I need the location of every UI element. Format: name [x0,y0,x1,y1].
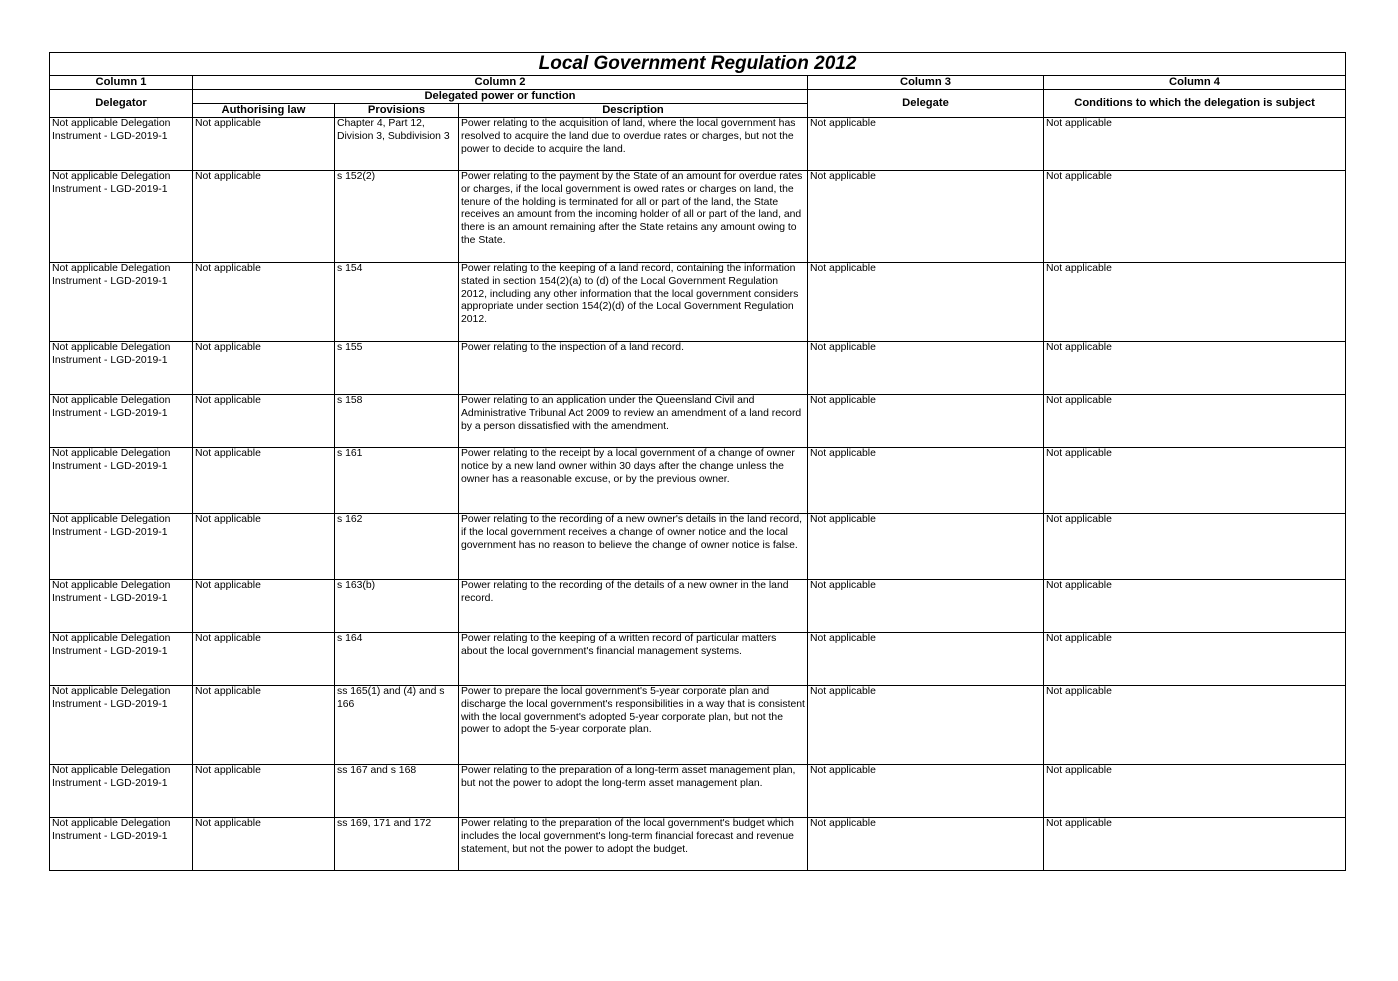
delegate-cell: Not applicable [808,633,1044,686]
delegate-cell: Not applicable [808,765,1044,818]
column-4-header: Column 4 [1044,76,1346,90]
table-row [50,118,1346,171]
delegator-cell: Not applicable Delegation Instrument - LGD-2019-1 [50,263,193,342]
table-row [50,171,1346,263]
delegator-cell: Not applicable Delegation Instrument - LGD-2019-1 [50,118,193,171]
column-3-header: Column 3 [808,76,1044,90]
conditions-cell: Not applicable [1044,342,1346,395]
authorising-law-header: Authorising law [193,104,335,118]
conditions-cell: Not applicable [1044,171,1346,263]
delegate-header: Delegate [808,90,1044,118]
description-cell: Power relating to the preparation of a long-term asset management plan, but not the power to adopt the long-term asset management plan. [459,765,808,818]
conditions-cell: Not applicable [1044,580,1346,633]
authorising-law-cell: Not applicable [193,118,335,171]
provisions-cell: Chapter 4, Part 12, Division 3, Subdivision 3 [335,118,459,171]
delegator-header: Delegator [50,90,193,118]
delegator-cell: Not applicable Delegation Instrument - LGD-2019-1 [50,686,193,765]
delegator-cell: Not applicable Delegation Instrument - LGD-2019-1 [50,633,193,686]
description-cell: Power relating to the keeping of a written record of particular matters about the local government's financial management systems. [459,633,808,686]
description-cell: Power relating to an application under the Queensland Civil and Administrative Tribunal Act 2009 to review an amendment of a land record by a person dissatisfied with the amendment. [459,395,808,448]
description-cell: Power relating to the receipt by a local government of a change of owner notice by a new land owner within 30 days after the change unless the owner has a reasonable excuse, or by the previous owner. [459,448,808,514]
delegation-table [49,52,1346,871]
page-title: Local Government Regulation 2012 [50,53,1346,76]
table-row [50,633,1346,686]
table-row [50,395,1346,448]
provisions-cell: ss 167 and s 168 [335,765,459,818]
provisions-cell: s 164 [335,633,459,686]
delegate-cell: Not applicable [808,686,1044,765]
provisions-cell: s 155 [335,342,459,395]
provisions-cell: ss 169, 171 and 172 [335,818,459,871]
column-1-header: Column 1 [50,76,193,90]
conditions-header: Conditions to which the delegation is subject [1044,90,1346,118]
delegate-cell: Not applicable [808,342,1044,395]
delegate-cell: Not applicable [808,263,1044,342]
conditions-cell: Not applicable [1044,118,1346,171]
description-cell: Power relating to the recording of a new owner's details in the land record, if the local government receives a change of owner notice and the local government has no reason to believe the change of owner notice is false. [459,514,808,580]
conditions-cell: Not applicable [1044,633,1346,686]
authorising-law-cell: Not applicable [193,765,335,818]
authorising-law-cell: Not applicable [193,263,335,342]
provisions-cell: s 158 [335,395,459,448]
delegator-cell: Not applicable Delegation Instrument - LGD-2019-1 [50,818,193,871]
delegate-cell: Not applicable [808,118,1044,171]
authorising-law-cell: Not applicable [193,395,335,448]
delegate-cell: Not applicable [808,514,1044,580]
table-row [50,686,1346,765]
column-2-header: Column 2 [193,76,808,90]
description-cell: Power to prepare the local government's 5-year corporate plan and discharge the local government's responsibilities in a way that is consistent with the local government's adopted 5-year corporate plan, but not the power to adopt the 5-year corporate plan. [459,686,808,765]
delegated-power-header: Delegated power or function [193,90,808,104]
description-cell: Power relating to the payment by the State of an amount for overdue rates or charges, if the local government is owed rates or charges on land, the tenure of the holding is terminated for all or part of the land, the State receives an amount from the incoming holder of all or part of the land, and there is an amount remaining after the State retains any amount owing to the State. [459,171,808,263]
description-cell: Power relating to the keeping of a land record, containing the information stated in section 154(2)(a) to (d) of the Local Government Regulation 2012, including any other information that the local government considers appropriate under section 154(2)(d) of the Local Government Regulation 2012. [459,263,808,342]
conditions-cell: Not applicable [1044,514,1346,580]
delegate-cell: Not applicable [808,395,1044,448]
table-row [50,263,1346,342]
authorising-law-cell: Not applicable [193,514,335,580]
table-row [50,342,1346,395]
authorising-law-cell: Not applicable [193,818,335,871]
delegator-cell: Not applicable Delegation Instrument - LGD-2019-1 [50,395,193,448]
table-row [50,514,1346,580]
authorising-law-cell: Not applicable [193,686,335,765]
delegator-cell: Not applicable Delegation Instrument - LGD-2019-1 [50,580,193,633]
delegator-cell: Not applicable Delegation Instrument - LGD-2019-1 [50,448,193,514]
delegator-cell: Not applicable Delegation Instrument - LGD-2019-1 [50,514,193,580]
conditions-cell: Not applicable [1044,686,1346,765]
conditions-cell: Not applicable [1044,448,1346,514]
delegator-cell: Not applicable Delegation Instrument - LGD-2019-1 [50,765,193,818]
provisions-cell: s 163(b) [335,580,459,633]
delegator-cell: Not applicable Delegation Instrument - LGD-2019-1 [50,342,193,395]
authorising-law-cell: Not applicable [193,342,335,395]
description-cell: Power relating to the acquisition of land, where the local government has resolved to acquire the land due to overdue rates or charges, but not the power to decide to acquire the land. [459,118,808,171]
provisions-cell: ss 165(1) and (4) and s 166 [335,686,459,765]
conditions-cell: Not applicable [1044,395,1346,448]
delegator-cell: Not applicable Delegation Instrument - LGD-2019-1 [50,171,193,263]
authorising-law-cell: Not applicable [193,633,335,686]
description-cell: Power relating to the inspection of a land record. [459,342,808,395]
delegate-cell: Not applicable [808,580,1044,633]
description-cell: Power relating to the preparation of the local government's budget which includes the local government's long-term financial forecast and revenue statement, but not the power to adopt the budget. [459,818,808,871]
provisions-header: Provisions [335,104,459,118]
provisions-cell: s 162 [335,514,459,580]
conditions-cell: Not applicable [1044,818,1346,871]
table-row [50,448,1346,514]
table-row [50,580,1346,633]
table-row [50,818,1346,871]
authorising-law-cell: Not applicable [193,448,335,514]
provisions-cell: s 154 [335,263,459,342]
authorising-law-cell: Not applicable [193,580,335,633]
provisions-cell: s 161 [335,448,459,514]
authorising-law-cell: Not applicable [193,171,335,263]
delegate-cell: Not applicable [808,818,1044,871]
delegate-cell: Not applicable [808,171,1044,263]
description-cell: Power relating to the recording of the details of a new owner in the land record. [459,580,808,633]
conditions-cell: Not applicable [1044,263,1346,342]
table-row [50,765,1346,818]
provisions-cell: s 152(2) [335,171,459,263]
delegate-cell: Not applicable [808,448,1044,514]
conditions-cell: Not applicable [1044,765,1346,818]
description-header: Description [459,104,808,118]
